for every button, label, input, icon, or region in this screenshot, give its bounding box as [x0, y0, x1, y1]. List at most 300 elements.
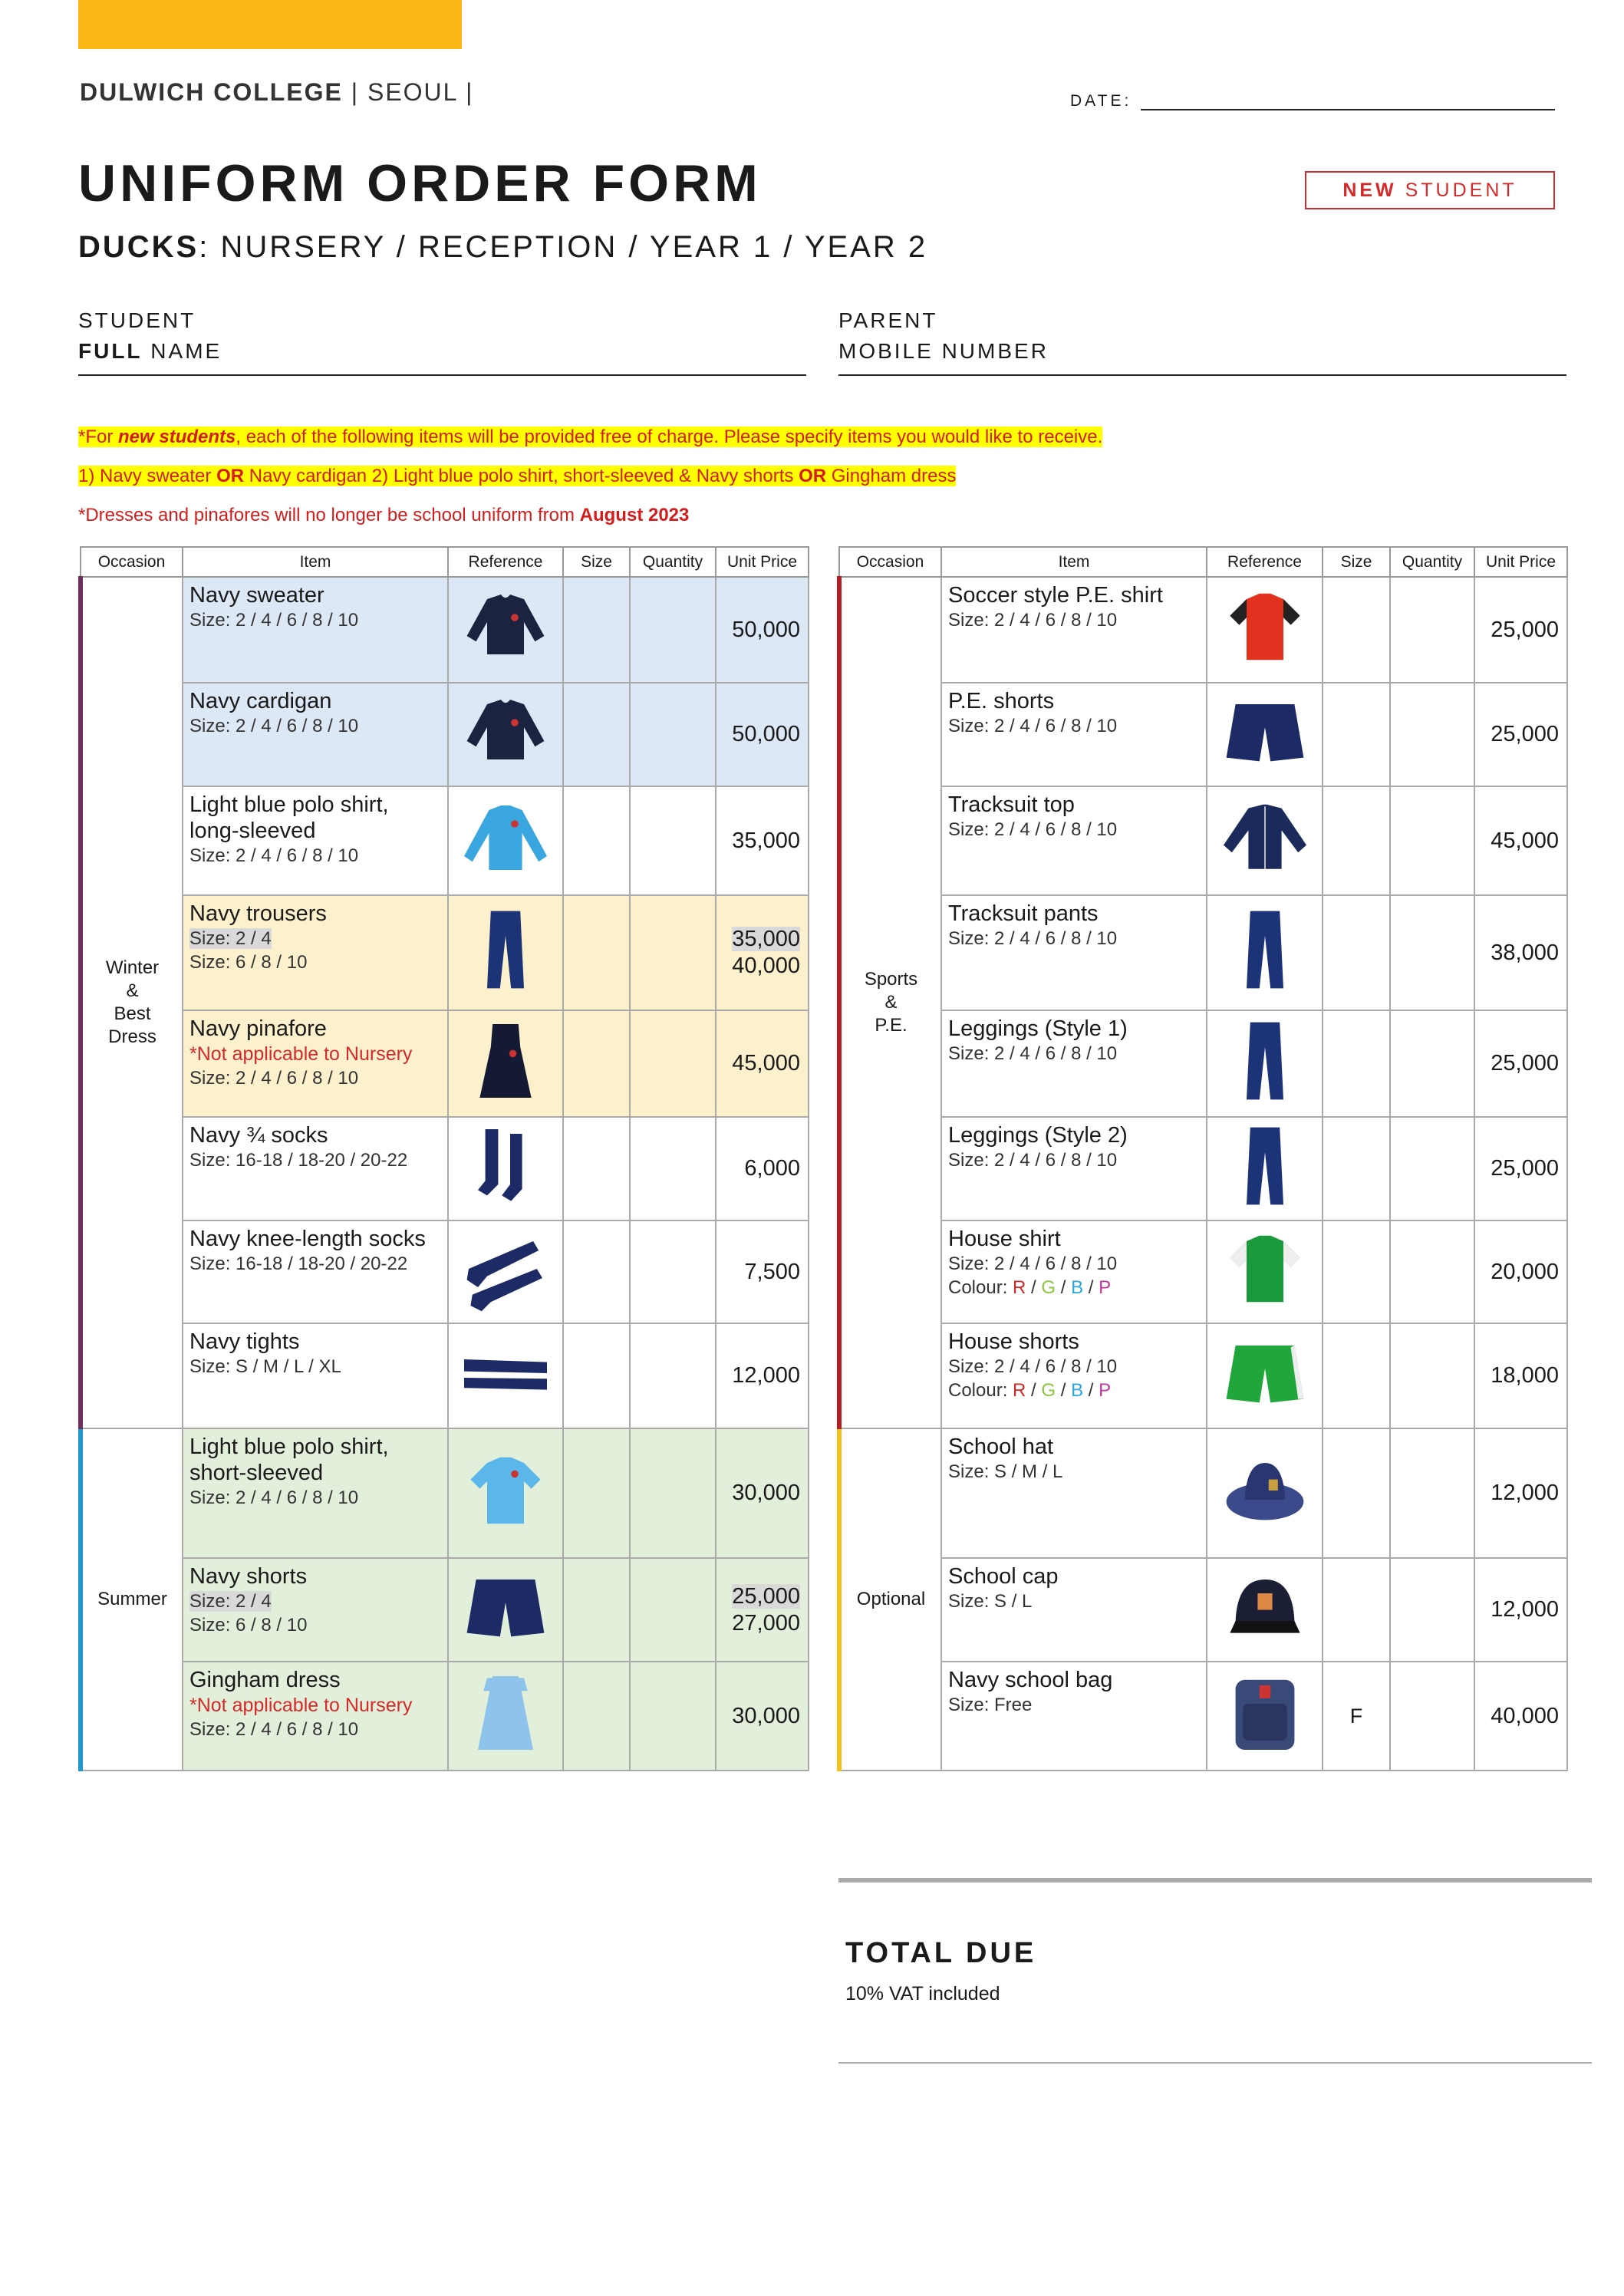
total-bottom-divider [838, 2062, 1592, 2064]
quantity-input[interactable] [630, 786, 716, 895]
table-row [839, 1220, 1567, 1323]
colour-B: B [1071, 1277, 1084, 1298]
item-name: House shirt [948, 1227, 1061, 1251]
quantity-input[interactable] [630, 577, 716, 683]
note-text: , each of the following items will be provided free of charge. Please specify items you would like to receive. [236, 427, 1103, 447]
size-text: Size: 2 / 4 [189, 928, 272, 949]
unit-price [1474, 683, 1567, 786]
item-top [948, 1226, 1200, 1252]
size-options [189, 950, 441, 974]
size-input[interactable] [1323, 1558, 1390, 1662]
longsocks-image [460, 1223, 552, 1315]
note-text: *For [78, 427, 119, 447]
shorts-image [1219, 686, 1311, 778]
price-value [716, 1480, 800, 1507]
item-top [948, 1122, 1200, 1148]
size-text: Size: 16-18 / 18-20 / 20-22 [189, 1150, 408, 1171]
item-top [948, 792, 1200, 818]
table-header-row [81, 547, 809, 577]
reference-cell [448, 786, 563, 895]
occasion-label: Best [114, 1003, 151, 1024]
item-name: Navy pinafore [189, 1016, 327, 1041]
quantity-input[interactable] [1390, 1220, 1474, 1323]
item-content [948, 792, 1200, 842]
subtitle-rest: : NURSERY / RECEPTION / YEAR 1 / YEAR 2 [199, 230, 928, 264]
reference-cell [1207, 683, 1323, 786]
price-value [1475, 721, 1559, 748]
item-content [948, 1563, 1200, 1613]
item-cell [941, 786, 1207, 895]
item-content [189, 1563, 441, 1637]
separator: / [1026, 1380, 1042, 1401]
item-top [189, 1329, 441, 1355]
item-top [948, 901, 1200, 927]
item-name: Leggings (Style 1) [948, 1016, 1128, 1041]
item-content [948, 1434, 1200, 1484]
logo-name: DULWICH COLLEGE [80, 78, 343, 106]
size-input[interactable] [1323, 786, 1390, 895]
item-cell [183, 1323, 448, 1428]
size-options [948, 1148, 1200, 1172]
item-cell [183, 895, 448, 1010]
item-top [948, 1329, 1200, 1355]
page-title: UNIFORM ORDER FORM [78, 154, 762, 212]
reference-cell [448, 1010, 563, 1117]
table-row [81, 1323, 809, 1428]
price-text: 20,000 [1491, 1259, 1559, 1284]
size-text: Size: 2 / 4 / 6 / 8 / 10 [189, 845, 359, 866]
reference-cell [448, 1323, 563, 1428]
separator: / [1056, 1380, 1072, 1401]
size-input[interactable] [563, 1010, 630, 1117]
full-name-label [78, 336, 806, 367]
item-cell [941, 895, 1207, 1010]
unit-price [1474, 1117, 1567, 1220]
date-field[interactable] [1070, 92, 1555, 110]
item-top [948, 688, 1200, 714]
price-text: 30,000 [732, 1481, 800, 1505]
item-content [189, 1667, 441, 1741]
size-options [189, 1066, 441, 1090]
item-content [189, 582, 441, 632]
size-input[interactable] [563, 895, 630, 1010]
item-content [948, 1122, 1200, 1172]
item-content [189, 792, 441, 868]
note-date: August 2023 [579, 505, 690, 525]
price-value [1475, 1050, 1559, 1077]
table-row [839, 895, 1567, 1010]
item-cell [183, 1428, 448, 1558]
quantity-input[interactable] [1390, 1662, 1474, 1771]
unit-price [1474, 1010, 1567, 1117]
unit-price [1474, 1220, 1567, 1323]
item-name: Navy shorts [189, 1564, 308, 1589]
size-text: Size: 2 / 4 / 6 / 8 / 10 [189, 610, 359, 631]
quantity-input[interactable] [630, 1558, 716, 1662]
item-sizes [189, 608, 441, 632]
item-cell [183, 1662, 448, 1771]
table-row [839, 1662, 1567, 1771]
size-input[interactable] [1323, 1117, 1390, 1220]
item-name: House shorts [948, 1329, 1079, 1354]
size-input[interactable] [563, 1428, 630, 1558]
size-options [948, 927, 1200, 950]
item-top [948, 1667, 1200, 1693]
unit-price [1474, 577, 1567, 683]
size-input[interactable] [1323, 1010, 1390, 1117]
colour-P: P [1099, 1380, 1112, 1401]
badge-rest: STUDENT [1396, 179, 1517, 201]
colour-G: G [1041, 1380, 1056, 1401]
size-options [189, 714, 441, 738]
price-value [716, 721, 800, 748]
size-options [189, 844, 441, 868]
size-input[interactable]: F [1323, 1662, 1390, 1771]
parent-label: PARENT [838, 308, 938, 332]
column-header-occasion: Occasion [81, 547, 183, 577]
price-value [716, 1610, 800, 1637]
note-or: OR [216, 466, 245, 486]
size-input[interactable] [563, 1558, 630, 1662]
bag-image [1219, 1667, 1311, 1759]
item-name: Navy sweater [189, 583, 324, 608]
unit-price [1474, 895, 1567, 1010]
quantity-input[interactable] [1390, 1010, 1474, 1117]
colour-options [948, 1276, 1200, 1300]
colour-label: Colour: [948, 1277, 1013, 1298]
item-top [189, 1434, 441, 1486]
note-text: Gingham dress [826, 466, 957, 486]
item-name: Soccer style P.E. shirt [948, 583, 1163, 608]
reference-cell [448, 1662, 563, 1771]
column-header-reference: Reference [448, 547, 563, 577]
unit-price [1474, 1428, 1567, 1558]
item-content [948, 1329, 1200, 1402]
item-sizes [948, 927, 1200, 950]
trousers-image [460, 904, 552, 996]
size-input[interactable] [1323, 683, 1390, 786]
vat-note: 10% VAT included [845, 1983, 1000, 2004]
hat-image [1219, 1444, 1311, 1537]
trousers-image [1219, 1120, 1311, 1212]
size-options [189, 1252, 441, 1276]
unit-price [1474, 1662, 1567, 1771]
colour-G: G [1041, 1277, 1056, 1298]
item-sizes [189, 927, 441, 974]
size-text: Size: 2 / 4 / 6 / 8 / 10 [189, 716, 359, 736]
reference-cell [1207, 1117, 1323, 1220]
size-options [948, 1252, 1200, 1276]
quantity-input[interactable] [630, 1010, 716, 1117]
size-text: Size: 2 / 4 / 6 / 8 / 10 [948, 1356, 1118, 1377]
page-subtitle [78, 230, 927, 265]
logo-city: SEOUL [367, 78, 458, 106]
colour-P: P [1099, 1277, 1112, 1298]
price-value [1475, 1259, 1559, 1286]
size-text: Size: 2 / 4 / 6 / 8 / 10 [189, 1719, 359, 1740]
size-input[interactable] [1323, 895, 1390, 1010]
item-content [189, 1122, 441, 1172]
subtitle-bold: DUCKS [78, 230, 199, 264]
item-cell [183, 786, 448, 895]
item-sizes [189, 1718, 441, 1741]
item-name: P.E. shorts [948, 689, 1055, 713]
size-input[interactable] [1323, 1220, 1390, 1323]
size-input[interactable] [1323, 1428, 1390, 1558]
logo-separator: | [342, 78, 367, 106]
table-row [839, 1010, 1567, 1117]
note-text: *Dresses and pinafores will no longer be school uniform from [78, 505, 580, 525]
badge-bold: NEW [1342, 179, 1397, 201]
column-header-reference: Reference [1207, 547, 1323, 577]
student-name-field[interactable] [78, 305, 806, 376]
reference-cell [1207, 1010, 1323, 1117]
size-text: Size: 6 / 8 / 10 [189, 952, 308, 973]
item-content [948, 901, 1200, 950]
price-value [716, 1703, 800, 1730]
unit-price [716, 1220, 809, 1323]
item-cell [941, 577, 1207, 683]
new-student-badge [1305, 171, 1555, 209]
price-text: 45,000 [1491, 828, 1559, 853]
size-options [189, 1613, 441, 1637]
size-text: Size: Free [948, 1695, 1033, 1715]
table-row [839, 1117, 1567, 1220]
reference-cell [1207, 1323, 1323, 1428]
size-text: Size: 2 / 4 [189, 1591, 272, 1612]
quantity-input[interactable] [1390, 1323, 1474, 1428]
size-input[interactable] [563, 1220, 630, 1323]
reference-cell [1207, 786, 1323, 895]
item-sizes [189, 1066, 441, 1090]
gingham-image [460, 1667, 552, 1759]
size-input[interactable] [563, 683, 630, 786]
table-row [81, 577, 809, 683]
size-text: Size: S / L [948, 1591, 1033, 1612]
price-text: 25,000 [1491, 617, 1559, 642]
item-note: *Not applicable to Nursery [189, 1043, 413, 1065]
price-text: 40,000 [732, 954, 800, 978]
item-sizes [948, 1693, 1200, 1717]
item-top [189, 1016, 441, 1066]
size-options [189, 1486, 441, 1510]
column-header-unit-price: Unit Price [1474, 547, 1567, 577]
reference-cell [448, 1220, 563, 1323]
price-text: 12,000 [1491, 1597, 1559, 1622]
occasion-label: P.E. [875, 1015, 908, 1036]
size-options [948, 1460, 1200, 1484]
item-top [948, 1563, 1200, 1589]
size-options [948, 1589, 1200, 1613]
price-text: 45,000 [732, 1051, 800, 1076]
item-sizes [189, 714, 441, 738]
price-text: 30,000 [732, 1703, 800, 1728]
item-cell [941, 683, 1207, 786]
item-cell [183, 1220, 448, 1323]
reference-cell [448, 895, 563, 1010]
item-top [948, 1016, 1200, 1042]
size-text: Size: 2 / 4 / 6 / 8 / 10 [948, 1043, 1118, 1064]
price-text: 40,000 [1491, 1703, 1559, 1728]
column-header-quantity: Quantity [630, 547, 716, 577]
separator: / [1083, 1380, 1099, 1401]
reference-cell [448, 683, 563, 786]
price-value [716, 1362, 800, 1389]
size-input[interactable] [563, 1662, 630, 1771]
item-cell [183, 577, 448, 683]
note-free-items [78, 466, 956, 487]
quantity-input[interactable] [630, 1323, 716, 1428]
item-content [948, 1226, 1200, 1300]
parent-mobile-field[interactable] [838, 305, 1566, 376]
table-row [81, 1010, 809, 1117]
size-options [189, 1589, 441, 1613]
item-name: Navy cardigan [189, 689, 332, 713]
item-cell [941, 1323, 1207, 1428]
trousers-image [1219, 1015, 1311, 1107]
item-sizes [948, 1252, 1200, 1300]
table-row [839, 1323, 1567, 1428]
quantity-input[interactable] [630, 895, 716, 1010]
quantity-input[interactable] [1390, 895, 1474, 1010]
separator: / [1056, 1277, 1072, 1298]
item-note: *Not applicable to Nursery [189, 1695, 413, 1716]
price-value [716, 1050, 800, 1077]
item-name: Leggings (Style 2) [948, 1123, 1128, 1148]
reference-cell [1207, 1220, 1323, 1323]
size-text: Size: 2 / 4 / 6 / 8 / 10 [948, 716, 1118, 736]
price-value [1475, 617, 1559, 644]
table-row [839, 683, 1567, 786]
item-content [948, 1016, 1200, 1066]
occasion-label: Optional [856, 1589, 926, 1609]
unit-price [716, 895, 809, 1010]
occasion-label: Summer [97, 1589, 167, 1609]
size-options [948, 1693, 1200, 1717]
occasion-cell [839, 1428, 941, 1771]
size-text: Size: 2 / 4 / 6 / 8 / 10 [948, 1150, 1118, 1171]
item-name: Navy knee-length socks [189, 1227, 426, 1251]
reference-cell [1207, 1662, 1323, 1771]
item-content [189, 901, 441, 974]
logo-end: | [457, 78, 474, 106]
price-text: 27,000 [732, 1610, 800, 1636]
price-value [716, 1155, 800, 1182]
size-input[interactable] [563, 577, 630, 683]
note-new-students [78, 427, 1102, 448]
table-row [839, 577, 1567, 683]
size-input[interactable] [1323, 1323, 1390, 1428]
price-text: 25,000 [732, 1583, 800, 1609]
item-content [189, 1016, 441, 1090]
table-row [839, 1558, 1567, 1662]
item-name: Tracksuit top [948, 792, 1075, 817]
table-row [81, 1220, 809, 1323]
item-name: Gingham dress [189, 1668, 341, 1692]
size-input[interactable] [563, 1323, 630, 1428]
quantity-input[interactable] [630, 1662, 716, 1771]
date-line[interactable] [1141, 97, 1555, 110]
price-value [1475, 1155, 1559, 1182]
note-or: OR [799, 466, 827, 486]
redshirt-image [1219, 581, 1311, 673]
colour-label: Colour: [948, 1380, 1013, 1401]
item-top [189, 792, 441, 844]
uniform-table-left [78, 546, 809, 1771]
quantity-input[interactable] [630, 683, 716, 786]
quantity-input[interactable] [1390, 683, 1474, 786]
colour-R: R [1013, 1380, 1026, 1401]
column-header-item: Item [941, 547, 1207, 577]
unit-price [716, 683, 809, 786]
item-cell [941, 1662, 1207, 1771]
item-sizes [948, 1589, 1200, 1613]
item-content [189, 688, 441, 738]
item-top [189, 688, 441, 714]
price-value [716, 828, 800, 855]
item-cell [941, 1010, 1207, 1117]
item-sizes [189, 1486, 441, 1510]
quantity-input[interactable] [630, 1428, 716, 1558]
size-options [948, 1355, 1200, 1379]
table-row [81, 1428, 809, 1558]
quantity-input[interactable] [1390, 1558, 1474, 1662]
price-text: 50,000 [732, 722, 800, 746]
size-options [948, 714, 1200, 738]
price-value [716, 926, 800, 953]
item-name: School cap [948, 1564, 1059, 1589]
size-options [189, 1355, 441, 1379]
quantity-input[interactable] [1390, 1428, 1474, 1558]
column-header-quantity: Quantity [1390, 547, 1474, 577]
quantity-input[interactable] [630, 1220, 716, 1323]
occasion-label: & [126, 980, 139, 1001]
price-value [1475, 1596, 1559, 1623]
quantity-input[interactable] [630, 1117, 716, 1220]
item-cell [183, 1117, 448, 1220]
item-name: Light blue polo shirt, long-sleeved [189, 792, 389, 843]
dress-image [460, 1015, 552, 1107]
school-logo [80, 78, 473, 107]
price-value [716, 617, 800, 644]
item-sizes [948, 1355, 1200, 1402]
reference-cell [448, 1558, 563, 1662]
student-label: STUDENT [78, 308, 196, 332]
item-top [189, 582, 441, 608]
size-input[interactable] [1323, 577, 1390, 683]
item-cell [941, 1558, 1207, 1662]
occasion-cell [81, 1428, 183, 1771]
socks-image [460, 1120, 552, 1212]
price-value [1475, 1480, 1559, 1507]
quantity-input[interactable] [1390, 786, 1474, 895]
note-dresses [78, 505, 689, 526]
quantity-input[interactable] [1390, 577, 1474, 683]
greenshorts-image [1219, 1327, 1311, 1419]
separator: / [1026, 1277, 1042, 1298]
item-sizes [189, 844, 441, 868]
shirt-image [460, 1444, 552, 1537]
size-input[interactable] [563, 786, 630, 895]
note-text: Navy cardigan 2) Light blue polo shirt, short-sleeved & Navy shorts [244, 466, 799, 486]
quantity-input[interactable] [1390, 1117, 1474, 1220]
price-value [1475, 1362, 1559, 1389]
greenshirt-image [1219, 1223, 1311, 1315]
size-input[interactable] [563, 1117, 630, 1220]
size-text: Size: 2 / 4 / 6 / 8 / 10 [948, 1253, 1118, 1274]
item-cell [183, 1558, 448, 1662]
unit-price [716, 577, 809, 683]
